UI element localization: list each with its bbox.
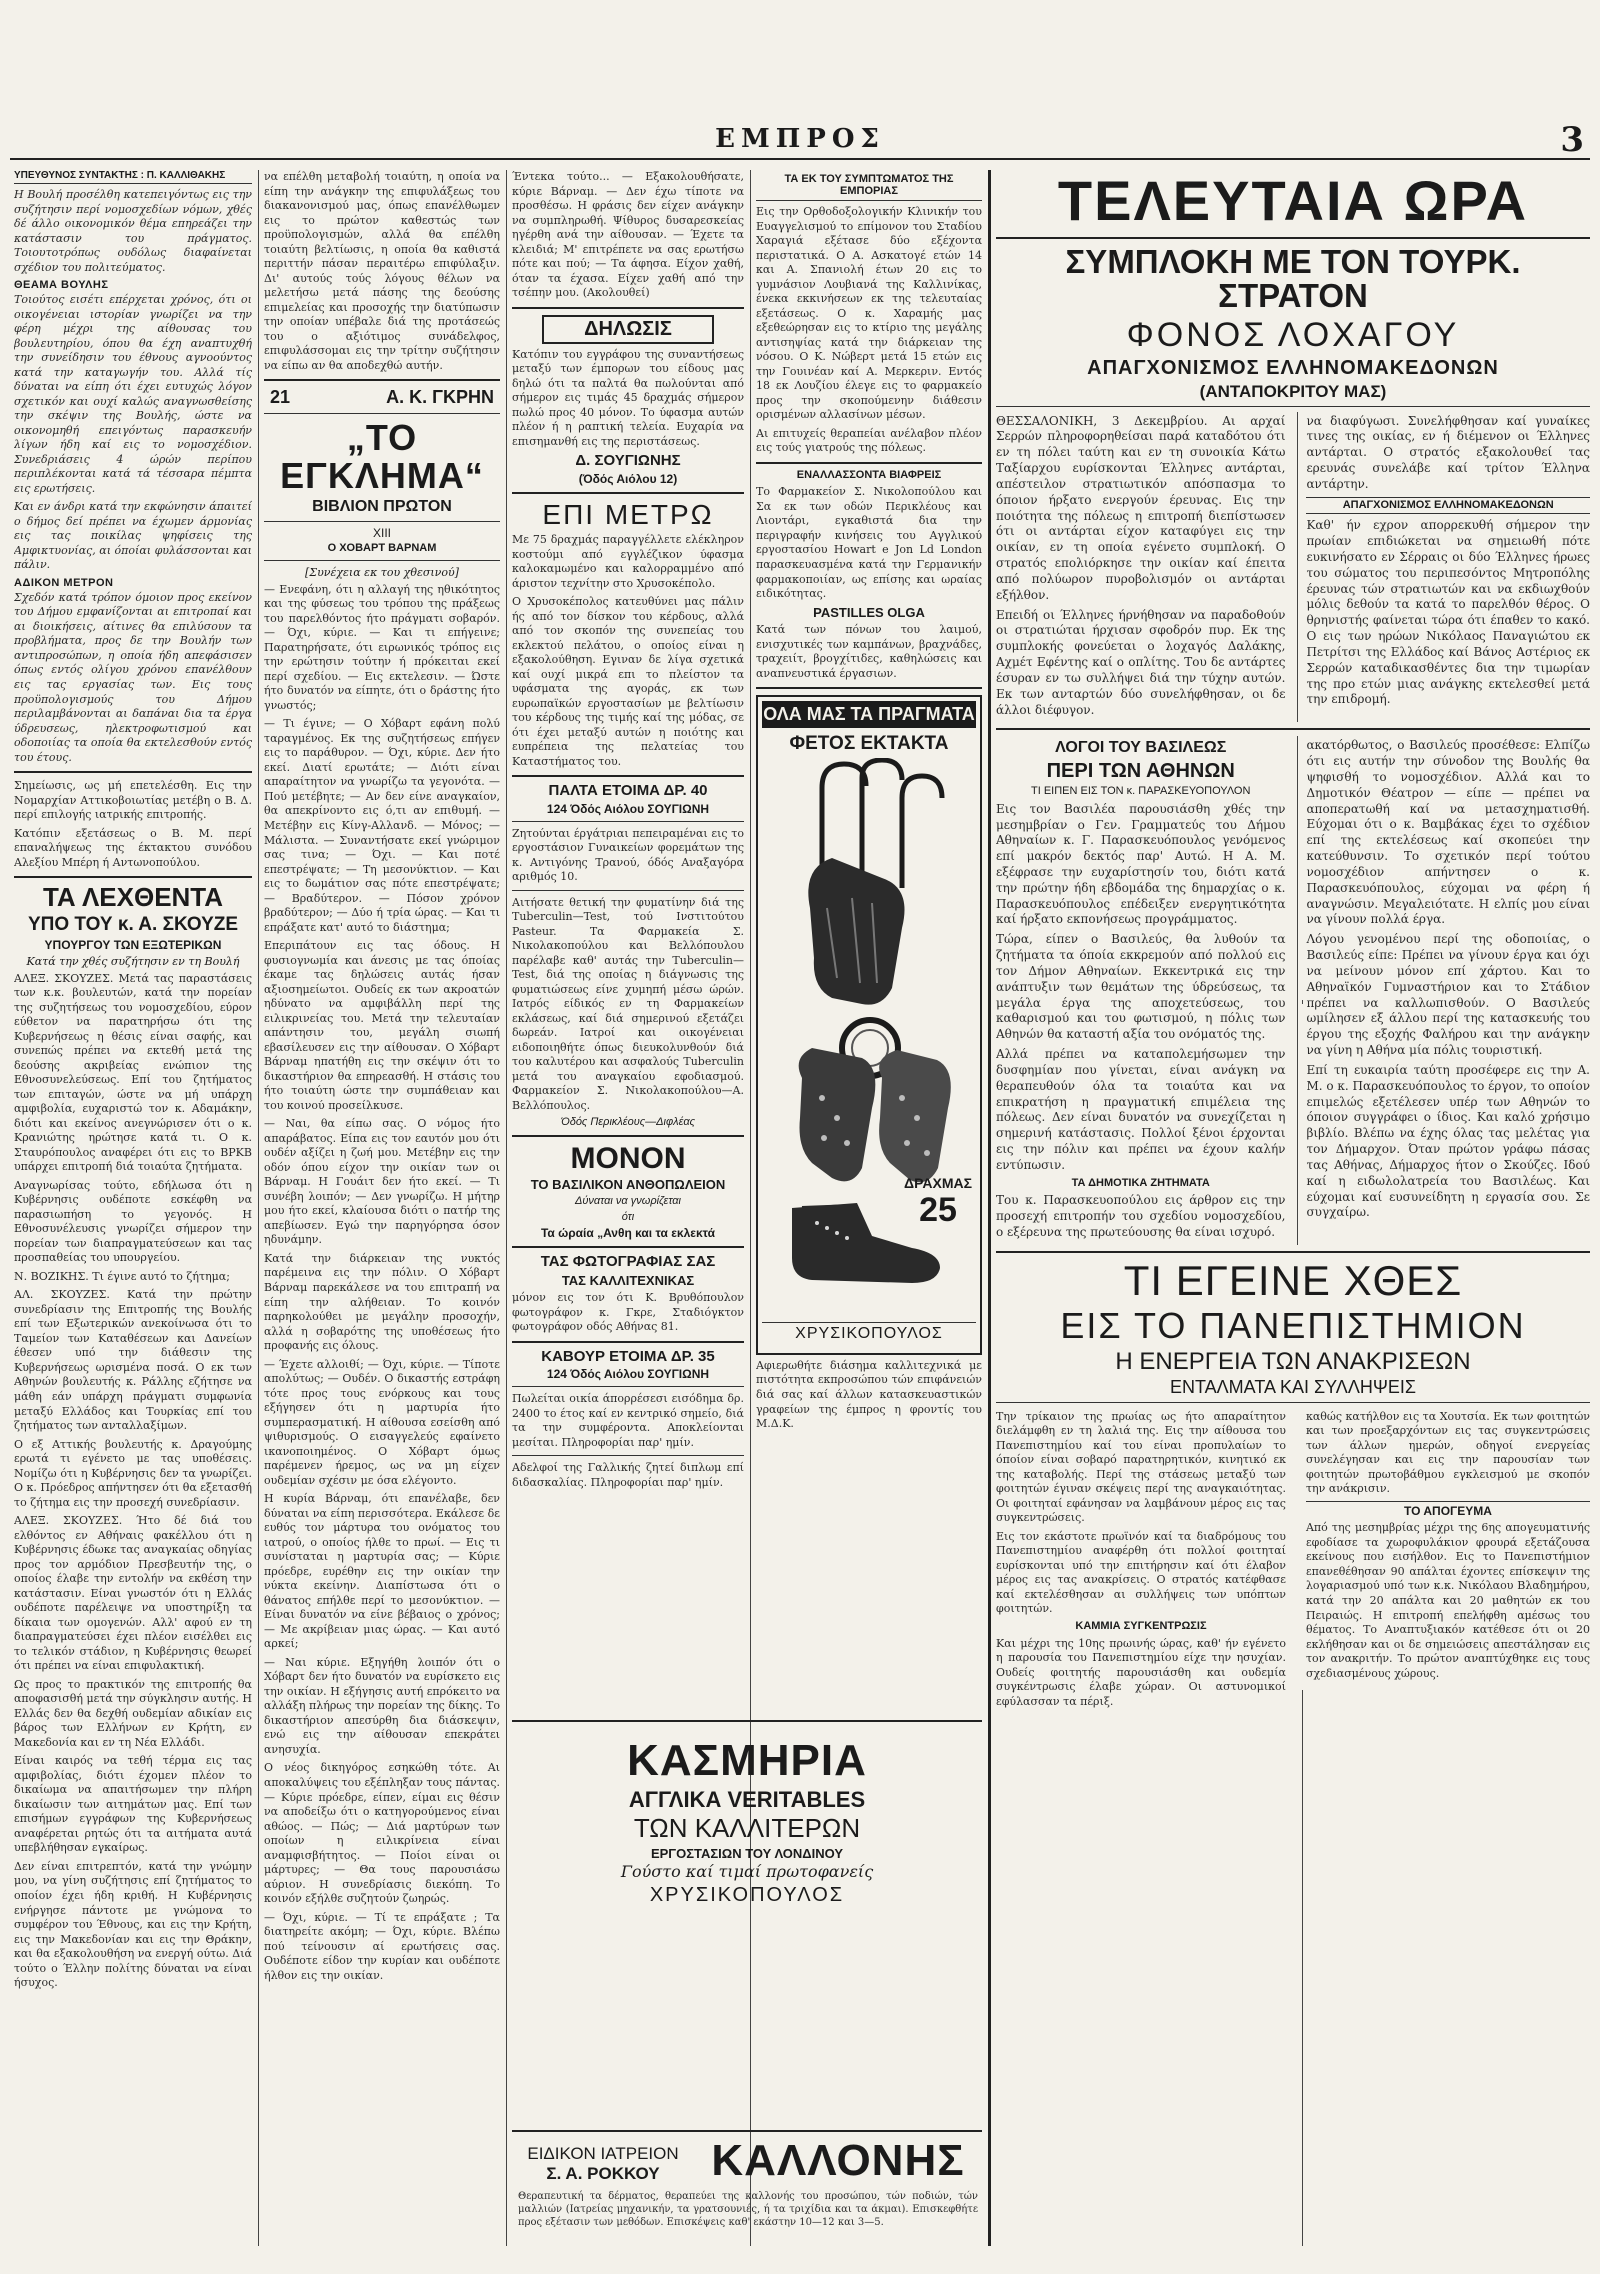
subheadline: ΤΟ ΑΠΟΓΕΥΜΑ — [1306, 1501, 1590, 1518]
column-3 — [512, 170, 744, 1714]
article-paragraph: ΑΛΕΞ. ΣΚΟΥΖΕΣ. Ήτο δέ διά του ελθόντος εν Αθήναις φακέλλου ότι η Κυβέρνησις έδωκε τας αναγκαίας οδηγίας προς τον αρμόδιον Πρεσβευτήν της, ο οποίος έλαβε την εντολήν να εκθέση την κατάστασιν. Είναι γνωστόν ότι η Ελλάς ουδέποτε παρέλειψε να υποστηρίξη τα δίκαια των ομογενών. Αλλ' αφού εν τη διαπραγματεύσει έχει πλέον εισέλθει εις το τελικόν στάδιον, η Κυβέρνησις θεωρεί ότι πρέπει να είναι επιφυλακτική. — [14, 1514, 252, 1673]
article-paragraph: ΘΕΣΣΑΛΟΝΙΚΗ, 3 Δεκεμβρίου. Αι αρχαί Σερρών πληροφορηθείσαι παρά καταδότου ότι εν τη πόλει ταύτη και εν τη συνοικία Κάτω Ταξίαρχου ευρίσκονται Έλληνες αντάρται, απέστειλον στρατιωτικόν απόσπασμα το όποιον ήρξατο ενεργούν έρευνας. Εις την ποιότητα της πόλεως η επιτροπή διεπίστωσεν ότι οι αντάρται είχον καταφύγει εις την οικίαν, εν τη οποία εγένετο συμπλοκή. Ο στρατός επολιόρκησε την οικίαν καί έπειτα από πολύωρον πυροβολισμόν οι αντάρται εξήλθον. — [996, 413, 1286, 602]
ad-text: ΧΡΥΣΙΚΟΠΟΥΛΟΣ — [649, 1884, 845, 1907]
article-paragraph: Εις τον Βασιλέα παρουσιάσθη χθές την μεσημβρίαν ο Γεν. Γραμματεύς του Δήμου Αθηναίων κ. Γ. Παρασκευόπουλος γενόμενος επί μακρόν δεκτός παρ' Αυτώ. Η Α. Μ. εξέφρασε την ευχαρίστησίν του, διότι κατά την πρώτην ήδη εβδομάδα της δημαρχίας ο κ. Παρασκευόπουλος επέδειξεν ενεργητικότητα καί ήρξατο εκπονήσεως προγράμματος. — [996, 801, 1286, 927]
article-paragraph: Αφιερωθήτε διάσημα καλλιτεχνικά με πιστότητα εκπροσώπου τών επιφάνειών διά σας καί άλλων κατασκευαστικών γραφείων της έμπρος η φροντίς του Μ.Δ.Κ. — [756, 1358, 982, 1431]
article-paragraph: Πωλείται οικία άπορρέσεσι εισόδημα δρ. 2400 το έτος καί εν κεντρικό σημείο, διά τα την συμφέροντα. Αποκλείονται μεσίται. Πληροφορίαι παρ' ημίν. — [512, 1392, 744, 1449]
article-paragraph: — Έχετε αλλοιθί; — Όχι, κύριε. — Τίποτε απολύτως; — Ουδέν. Ο δικαστής εστράφη τότε προς τους ενόρκους και τους εξήγησεν ότι η μαρτυρία ήτο συμπερασματική. Η αίθουσα εσείσθη από ψιθυρισμούς. Ο εισαγγελεύς εφαίνετο ικανοποιημένος. Ο Χόβαρτ όμως παρέμενεν ήρεμος, ως να μη είχεν ουδεμίαν σχέσιν με όσα ελέγοντο. — [264, 1357, 500, 1487]
article-paragraph: Ο Χρυσοκέπολος κατευθύνει μας πάλιν ής από τον δίσκον του κέρδους, αλλά από τον σκοπόν της συνεπείας του εκλεκτού πελάτου, ο οποίος είναι η εξακολούθηση. Εγιναν δε λίγα σχετικά καί ουχί μικρά επι το πλείστον τα υφάσματα της αγοράς, εκ των ευρωπαϊκών εργοστασίων με βελτίωσιν του κέρδους της τιμής καί της μόδας, σε ότι έχει μεταξύ αυτών η ποιότης και ευπρέπεια της πελατείας του Καταστήματος του. — [512, 595, 744, 768]
article-paragraph: Σημείωσις, ως μή επετελέσθη. Εις την Νομαρχίαν Αττικοβοιωτίας μετέβη ο Β. Δ. περί επιλογής ιατρικής επιτροπής. — [14, 779, 252, 822]
address: Όδός Περικλέους—Διφλέας — [560, 1116, 696, 1129]
article-paragraph: — Ναι κύριε. Εξηγήθη λοιπόν ότι ο Χόβαρτ δεν ήτο δυνατόν να ευρίσκετο εις την οικίαν. Η εξήγησις αυτή επρόκειτο να αλλάξη πλήρως την πορείαν της δίκης. Το δικαστήριον απεσύρθη δια διάσκεψιν, ενώ εις την αίθουσαν επεκράτει ανησυχία. — [264, 1655, 500, 1756]
footer-advertisement — [512, 2130, 982, 2252]
ad-headline: ΜΟΝΟΝ — [570, 1141, 686, 1175]
price-tag — [904, 1175, 972, 1230]
subheadline: (ΑΝΤΑΠΟΚΡΙΤΟΥ ΜΑΣ) — [1199, 381, 1387, 401]
article-paragraph: Ν. ΒΟΖΙΚΗΣ. Τι έγινε αυτό το ζήτημα; — [14, 1269, 230, 1283]
column-5 — [996, 170, 1590, 2246]
article-paragraph: να διαφύγωσι. Συνελήφθησαν καί γυναίκες τινες της οικίας, εν ή διέμενον οι Έλληνες αντάρται. Ο στρατός εξακολουθεί τας ερευνάς συνελάβε καί τρίτον Έλληνα αντάρτην. — [1306, 413, 1590, 491]
headline: ΠΕΡΙ ΤΩΝ ΑΘΗΝΩΝ — [1046, 760, 1235, 783]
article-paragraph: Ζητούνται έργάτριαι πεπειραμέναι εις το εργοστάσιον Γυναικείων φορεμάτων της κ. Αντιγόνης Τρανού, όδός Αναξαγόρα αριθμός 10. — [512, 826, 744, 884]
serial-number: 21 — [270, 387, 291, 408]
editor-line: ΥΠΕΥΘΥΝΟΣ ΣΥΝΤΑΚΤΗΣ : Π. ΚΑΛΛΙΘΑΚΗΣ — [14, 170, 252, 184]
subheadline: ΚΑΜΜΙΑ ΣΥΓΚΕΝΤΡΩΣΙΣ — [1075, 1619, 1207, 1632]
signature: Δ. ΣΟΥΓΙΩΝΗΣ — [575, 452, 681, 470]
ad-headline: ΤΟ ΒΑΣΙΛΙΚΟΝ ΑΝΘΟΠΩΛΕΙΟΝ — [530, 1177, 726, 1193]
headline: ΔΗΛΩΣΙΣ — [542, 315, 714, 344]
article-paragraph: Ο νέος δικηγόρος εσηκώθη τότε. Αι αποκαλύψεις του εξέπληξαν τους πάντας. — Κύριε πρόεδρε, είπεν, είμαι εις θέσιν να αποδείξω ότι ο κατηγορούμενος είναι αθώος. — Πώς; — Διά μαρτύρων των οποίων η ειλικρίνεια είναι αναμφισβήτητος. — Ποίοι είναι οι μάρτυρες; — Θα τους παρουσιάσω αύριον. Η συνεδρίασις διεκόπη. Το κοινόν εξήλθε συζητούν ζωηρώς. — [264, 1761, 500, 1906]
article-paragraph: Έντεκα τούτο... — Εξακολουθήσατε, κύριε Βάρναμ. — Δεν έχω τίποτε να προσθέσω. Η φράσις δεν είχεν ανάγκην να συμπληρωθή. Ψίθυρος δυσαρεσκείας ηγέρθη ανά την αίθουσαν. — Έχετε τα κλειδιά; Μ' επιτρέπετε να σας ερωτήσω πότε και πού; — Τα άφησα. Είχον χαθή, όταν τα έχασα. Είχεν χαθή από την τσέπην μου. (Ακολουθεί) — [512, 170, 744, 300]
price-label: ΔΡΑΧΜΑΣ — [904, 1175, 972, 1192]
column-2 — [264, 170, 500, 2246]
article-paragraph: Αδελφοί της Γαλλικής ζητεί διπλωμ επί διδασκαλίας. Πληροφορίαι παρ' ημίν. — [512, 1461, 744, 1489]
article-paragraph: Από της μεσημβρίας μέχρι της 6ης απογευματινής εφοδίασε τα χωροφυλάκιον φρουρά εξετάζουσα εκείνους που εισήλθον. Εις το Πανεπιστήμιον επανεθέθησαν 90 απάλται έχοντες επίσκεψιν της λογαριασμού υπό των κ.κ. Νικόλαου Βλαδημήρου, κατά την 20 απάλτα και 20 μαθητών εκ του Πειραιώς. Η επιτροπή επελήφθη αμέσως του θέματος. Το Αναπτυξιακόν κατέθεσε ότι οι 20 εκλήθησαν και οι δε σημειώσεις απεστάλησαν εις τον ανακριτήν. Το πρώτον αναπτύχθηκε εις τους σχεδιασμένους χώρους. — [1305, 1521, 1590, 1680]
column-rule — [988, 170, 991, 2246]
article-paragraph: Αναγνωρίσας τούτο, εδήλωσα ότι η Κυβέρνησις ουδέποτε εσκέφθη να παρασιωπήση το γεγονός. Η Εθνοσυνέλευσις γνωρίζει σήμερον την πορείαν των διαπραγματεύσεων και τας προσπαθείας του υπουργείου. — [14, 1178, 252, 1265]
article-paragraph: — Όχι, κύριε. — Τί τε επράξατε ; Τα διατηρείτε ακόμη; — Όχι, κύριε. Βλέπω πού τείνουσιν αί ερωτήσεις σας. Ουδέποτε είδον την κυρίαν και ουδέποτε ήλθον εις την οικίαν. — [264, 1910, 500, 1982]
article-paragraph: ΑΛΕΞ. ΣΚΟΥΖΕΣ. Μετά τας παραστάσεις των κ.κ. βουλευτών, κατά την πορείαν της συζητήσεως του νομοσχεδίου, εύρον εύθετον να παρατηρήσω ότι της Κυβερνήσεως η θέσις είναι σαφής, και συνεπώς πρέπει να εκτεθή μετά της δεούσης ακριβείας ενώπιον της Εθνοσυνελεύσεως. Επί του ζητήματος των επιταγών, ώστε να μή υπάρχη αμφιβολία, ευχαριστώ τον κ. Αδαμάκην, διότι και εκείνος ανεγνώρισεν ότι ο κ. Κρανιώτης ηρώτησε κατά τι. Ο κ. Σταυρόπουλος αναφέρει ότι εις το ΒΡΚΒ υπάρχει επιτροπή διά τοιαύτα ζητήματα. — [14, 971, 252, 1174]
newspaper-title: ΕΜΠΡΟΣ — [715, 124, 885, 154]
page-number: 3 — [1560, 120, 1584, 160]
subheadline: ΥΠΟΥΡΓΟΥ ΤΩΝ ΕΞΩΤΕΡΙΚΩΝ — [44, 938, 222, 953]
article-paragraph: Είναι καιρός να τεθή τέρμα εις τας αμφιβολίας, διότι έχομεν πλέον το δικαίωμα να απαιτήσωμεν την πλήρη δικαίωσιν των αιτημάτων μας. Επί των επισήμων εγγράφων της Κυβερνήσεως αναφέρεται ρητώς ότι τα αιτήματα αυτά υπεβλήθησαν εγκαίρως. — [14, 1754, 252, 1855]
article-paragraph: Την τρίκαιον της πρωίας ως ήτο απαραίτητον διελάμφθη εν τη λαλιά της. Εις την αίθουσα του Πανεπιστημίου καί του είναι προπυλαίων το όποίον είναι σοβαρό παρατηρητικόν, κινητικό εκ της καταβολής. Περί της στάσεως μεταξύ των φοιτητών έγιναν σκέψεις περί της αναγκαιότητας. Οι φοιτηταί εφάνησαν να λαμβάνουν μέρος εις τας συγκεντρώσεις. — [996, 1409, 1286, 1525]
headline: ΤΙ ΕΓΕΙΝΕ ΧΘΕΣ — [1123, 1256, 1463, 1304]
ad-headline: ΚΑΒΟΥΡ ΕΤΟΙΜΑ ΔΡ. 35 — [541, 1347, 715, 1365]
article-paragraph: Τώρα, είπεν ο Βασιλεύς, θα λυθούν τα ζητήματα τα όποία εκκρεμούν από πολλού εις τον Δήμον Αθηναίων. Εκκεντρικά εις την ανάπτυξιν των θεμάτων της ύδρεύσεως, τα μεγάλα έργα της αποχετεύσεως, του καθαρισμού και του φωτισμού, η πόλις των Αθηνών θα καταστή αξία του ονόματός της. — [996, 932, 1286, 1042]
article-paragraph: Επειδή οι Έλληνες ήρνήθησαν να παραδοθούν οι στρατιώται ήρχισαν σφοδρόν πυρ. Εκ της συμπλοκής φονεύεται ο λοχαγός Δαλάκης, Αχμέτ Εφέντης καί ο οπλίτης. Του δε αντάρτες έσυραν εν τω συλλήψει διά την τύχην αυτών. Εκ των ανταρτών δύο συνελήφθησαν, οι δε άλλοι διέφυγον. — [996, 607, 1286, 717]
subcolumn — [996, 1408, 1286, 1713]
article-paragraph: Το Φαρμακείον Σ. Νικολοπούλου και Σα εκ των οδών Περικλέους και Λιοντάρι, εγκαθιστά δια την περιγραφήν κινήσεις του Αγγλικού εργοστασίου Howart e Jon Ld London παρασκευασμένα κατά την Γερμανικήν φαρμακοποιίαν, ως επίσης και ωραίας ειδικότητας. — [756, 485, 982, 601]
subheadline: ΤΑ ΔΗΜΟΤΙΚΑ ΖΗΤΗΜΑΤΑ — [1071, 1176, 1210, 1189]
article-paragraph: Αιτήσατε θετική την φυματίνην διά της Tuberculin—Test, τού Ινστιτούτου Pasteur. Τα Φαρμακεία Σ. Νικολακοπούλου και Βελλόπουλου παρέλαβε καθ' αυτάς την Tuberculin—Test, διά της οποίας η διάγνωσις της φυματιώσεως είνε χυμηπή μέσω ώρών. Ιατρός είδικός εν τη Φαρμακείων εκλάσεως, καί διά σημερινού εξετάζει δωρεάν. Ιατροί και οικογένειαι ειδοποιηθήτε όπως διευκολυνθούν διά του καλυτέρου και ασφαλούς Tuberculin μετά του αναγκαίου εφοδιασμού. Φαρμακείον Σ. Νικολακοπούλου—Α. Βελλόπουλος. — [512, 895, 744, 1112]
headline: ΤΑ ΛΕΧΘΕΝΤΑ — [42, 882, 224, 913]
chapter-title: Ο ΧΟΒΑΡΤ ΒΑΡΝΑΜ — [327, 542, 437, 555]
article-paragraph: — Ενεφάνη, ότι η αλλαγή της ηθικότητος και της φύσεως του τρόπου της πράξεως του παρελθόντος ήτο πράγματι σοβαρόν. — Όχι, κύριε. — Και τι επήγεινε; Παρατηρήσατε, ότι ειρωνικός τρόπος εις την ερώτησιν τούτην ή πρόκειται εκεί περί σχεδίου. — Εις εκτελεσιν. — Ώστε ήτο δυνατόν να είπητε, ότι ο δράστης ήτο γνωστός; — [264, 582, 500, 712]
headline: ΕΙΣ ΤΟ ΠΑΝΕΠΙΣΤΗΜΙΟΝ — [1060, 1304, 1526, 1346]
article-paragraph: Επί τη ευκαιρία ταύτη προσέφερε εις την Α. Μ. ο κ. Παρασκευόπουλος το έργον, το οποίον επιμελώς εξετέλεσεν υπέρ των Αθηνών το όποιον συγγράφει ο ίδιος. Και καλό χρήσιμο βιβλίο. Βλέπω να έχης όλας τας μελέτας για τον Δήμαρχον. Όταν πρώτον γράφω πάσας τας Αθήνας, Δήμαρχος ήτον ο Σκούζες. Ιδού καί η ειδωλολατρεία του Βασιλέως. Και εύχομαι καί ευσυνείδητη η εργασία σου. Σε συγχαίρω. — [1306, 1062, 1590, 1220]
headline: ΤΕΛΕΥΤΑΙΑ ΩΡΑ — [1057, 170, 1529, 232]
chapter-number: XIII — [372, 525, 391, 540]
column-rule — [258, 170, 259, 2246]
ad-headline: ΠΑΛΤΑ ΕΤΟΙΜΑ ΔΡ. 40 — [548, 782, 708, 800]
ad-text: ότι — [621, 1210, 635, 1223]
ad-text: ΕΙΔΙΚΟΝ ΙΑΤΡΕΙΟΝ — [527, 2144, 679, 2163]
masthead — [10, 118, 1590, 160]
subheadline: ΤΙ ΕΙΠΕΝ ΕΙΣ ΤΟΝ κ. ΠΑΡΑΣΚΕΥΟΠΟΥΛΟΝ — [1031, 785, 1251, 798]
article-paragraph: Η Βουλή προσέλθη κατεπειγόντως εις την συζήτησιν περί νομοσχεδίων νόμων, χθές δέ άλλο οικονομικόν θέμα επηρεάζει την κατάστασιν του πράγματος. Τοιουτοτρόπως ουδόλως διαφαίνεται σχέδιον του πολιτεύματος. — [14, 188, 252, 274]
newspaper-page — [10, 0, 1590, 2274]
ad-headline: ΦΕΤΟΣ ΕΚΤΑΚΤΑ — [789, 733, 949, 755]
ad-headline: ΚΑΣΜΗΡΙΑ — [627, 1736, 867, 1785]
address: 124 Όδός Αιόλου ΣΟΥΓΙΩΝΗ — [546, 801, 710, 816]
article-paragraph: Η κυρία Βάρναμ, ότι επανέλαβε, δεν δύναται να είπη περισσότερα. Εκάλεσε δε ευθύς τον μάρτυρα του ονόματος του ιατρού, ο οποίος ήλθε το πρωί. — Εις τι συνίσταται η μαρτυρία σας; — Κύριε πρόεδρε, ευρέθην εις την οικίαν την νύκτα εκείνην. Διαπίστωσα ότι ο θάνατος επήλθε περί το μεσονύκτιον. — Είναι δυνατόν να είνε βέβαιος ο χρόνος; — Με ακρίβειαν μιας ώρας. — Και αυτό αρκεί; — [264, 1492, 500, 1651]
ad-text: ΕΡΓΟΣΤΑΣΙΩΝ ΤΟΥ ΛΟΝΔΙΝΟΥ — [650, 1845, 844, 1861]
ad-text: ΑΓΓΛΙΚΑ VERITABLES — [628, 1787, 866, 1813]
headline: ΛΟΓΟΙ ΤΟΥ ΒΑΣΙΛΕΩΣ — [1055, 739, 1227, 757]
price-value: 25 — [919, 1191, 957, 1230]
article-paragraph: Αι επιτυχείς θεραπείαι ανέλαβον πλέον εις τούς γιατρούς της πόλεως. — [756, 426, 982, 455]
article-paragraph: — Ναι, θα είπω σας. Ο νόμος ήτο απαράβατος. Είπα εις τον εαυτόν μου ότι ουδέν αξίζει η ζωή μου. Μετέβην εις την οδόν όπου είχον την οικίαν των οι Βάρναμ. Η Γουάιτ δεν ήτο εκεί. — Τι συνέβη λοιπόν; — Δεν γνωρίζω. Η μήτηρ μου ήτο εκεί, κλαίουσα διότι ο πατήρ της απεβίωσεν. Εγώ την παρηγόρησα όσον ηδυνάμην. — [264, 1117, 500, 1247]
article-paragraph: Ως προς το πρακτικόν της επιτροπής θα αποφασισθή μετά την σύγκλησιν αυτής. Η Ελλάς δεν θα δεχθή ουδεμίαν αδικίαν εις βάρος των Ελλήνων εν Κρήτη, εν Μακεδονία και εν τη Νέα Ελλάδι. — [14, 1677, 252, 1749]
section-label: ΑΔΙΚΟΝ ΜΕΤΡΟΝ — [14, 576, 114, 589]
ad-text: ΤΩΝ ΚΑΛΛΙΤΕΡΩΝ — [633, 1813, 861, 1844]
article-paragraph: Εις τον εκάστοτε πρωϊνόν καί τα διαδρόμους του Πανεπιστημίου αναφέρθη ότι πολλοί φοιτηταί ευρίσκονται υπό την επιτήρησιν καί ότι έλαβον μέρος εις τας ανακρίσεις. Ο στρατός κατέφθασε καί εκτελέσθησαν αι συλλήψεις των υπόπτων φοιτητών. — [996, 1529, 1286, 1616]
serial-header — [264, 387, 500, 408]
article-paragraph: Με 75 δραχμάς παραγγέλλετε ελέκληρον κοστούμι από εγγλέζικον ύφασμα καλοκαμωμένο και καλορραμμένο από άριστον τεχνίτην στο Χρυσοκέπολο. — [512, 532, 744, 590]
article-paragraph: Αλλά πρέπει να καταπολεμήσωμεν την δυσφημίαν που γίνεται, είναι ανάγκη να θεραπευθούν όλα τα τοιαύτα και να επικρατήση η πραγματική επιμέλεια της πόλεως. Δεν είναι δυνατόν να συνεχίζεται η σημερινή κατάστασις. Πολλοί ξένοι έρχονται εις την πόλιν και πρέπει να έχουν καλήν εντύπωσιν. — [996, 1047, 1286, 1172]
address: (Όδός Αιόλου 12) — [578, 472, 678, 486]
ad-headline: ΤΑΣ ΦΩΤΟΓΡΑΦΙΑΣ ΣΑΣ — [540, 1252, 716, 1270]
ad-headline: PASTILLES OLGA — [813, 604, 925, 620]
article-paragraph: Και εν άνδρι κατά την εκφώνησιν άπαιτεί ο δήμος δεί πρέπει να έχωμεν άρμονίας εις τας ποικίλας ψηφίσεις της Αμφικτυονίας, αι όποίαι φυλάσσονται και πάλιν. — [14, 500, 252, 572]
ad-text: Σ. Α. ΡΟΚΚΟΥ — [546, 2164, 660, 2183]
ad-text: Δύναται να γνωρίζεται — [574, 1195, 681, 1208]
headline: ΣΥΜΠΛΟΚΗ ΜΕ ΤΟΝ ΤΟΥΡΚ. ΣΤΡΑΤΟΝ — [1065, 242, 1521, 315]
headline: ΥΠΟ ΤΟΥ κ. Α. ΣΚΟΥΖΕ — [27, 914, 239, 936]
article-paragraph: Κατά των πόνων του λαιμού, ενισχυτικές των καμπάνων, βραχνάδες, τραχειίτ, βρογχίτιδες, καθηλώσεις και αναπνευστικά έργασιων. — [756, 623, 982, 680]
serial-subtitle: ΒΙΒΛΙΟΝ ΠΡΩΤΟΝ — [312, 497, 452, 515]
column-4 — [756, 170, 982, 1714]
article-paragraph: — Τι έγινε; — Ο Χόβαρτ εφάνη πολύ ταραγμένος. Εκ της συζητήσεως επήγεν εις το παράθυρον. — Όχι, κύριε. Δεν ήτο εκεί. Διατί ερωτάτε; — Διότι είναι απαραίτητον να γνωρίζω τα γεγονότα. — Πού μετέβητε; — Αν δεν είνε αναγκαίον, θα απεκρίνοντο εις ό,τι αν επιθυμή. — Μετέβην εις Κίνγ-Αλλανδ. — Μόνος; — Μάλιστα. — Συναντήσατε εκεί γνώριμον σας τινα; — Όχι. — Και ποτέ επεστρέψατε; — Τη μεσονύκτιον. — Και εις το δωμάτιον σας πότε επεστρέψατε; — Βραδύτερον. — Πόσον χρόνον βραδύτερον; — Δύο ή τρία ώρας. — Και τι επράξατε κατ' αυτό το διάστημα; — [264, 717, 500, 934]
headline: ΕΠΙ ΜΕΤΡΩ — [542, 498, 714, 530]
subcolumn — [996, 412, 1285, 723]
column-1 — [14, 170, 252, 2246]
ad-text: Θεραπευτική τα δέρματος, θεραπεύει της καλλονής του προσώπου, τών ποδιών, τών μαλλιών (Ιατρείας μηχανικήν, τα γρατσουνιές, ή τα τριχίδια και τα άκμαι). Επισκεφθήτε προς εξέτασιν των μεθόδων. Επισκέψεις καθ' εκάστην 10—12 και 3—5. — [518, 2191, 978, 2229]
article-columns — [996, 412, 1590, 723]
article-paragraph: Λόγου γενομένου περί της οδοποιίας, ο Βασιλεύς είπε: Πρέπει να γίνουν έργα και όχι να μείνουν μόνον επί χάρτου. Και το Αθηναϊκόν Γυμναστήριον και το Στάδιον πρέπει να καλλωπισθούν. Ο Βασιλεύς ωμίλησεν εξ άλλου περί της κατασκευής του έργου της εξοχής Φαλήρου και την ανάγκην να γίνη η Αθήνα μία πόλις τουριστική. — [1306, 932, 1590, 1058]
headline: ΕΝΑΛΛΑΣΣΟΝΤΑ ΒΙΑΦΡΕΙΣ — [796, 468, 942, 481]
headline: ΤΑ ΕΚ ΤΟΥ ΣΥΜΠΤΩΜΑΤΟΣ ΤΗΣ ΕΜΠΟΡΙΑΣ — [756, 174, 982, 201]
article-paragraph: Τοιούτος εισέτι επέρχεται χρόνος, ότι οι οικογένειαι ιστορίαν γνωρίζει να την φέρη μέχρι της αίθουσας του βουλευτηρίου, όπου θα έχη αναπτυχθή την συνείδησιν του έθνους αγνοούντος κατά την καταγωγήν του. Αλλά τίς δύναται να είπη ότι έχει ευτυχώς λόγον σχετικόν και ουχί καλώς αναγνωσθείσης την σκέψιν της Βουλής, ώστε να οικονομηθή επειγόντως παρασκευήν λίγων ήδη καί εις το νομοσχέδιον. Συνεδριάσεις 4 ώρών περίπου περιπλέκονται κατά τά τέσσαρα πέμπτα εις ερωτήσεις. — [14, 293, 252, 495]
bottom-advertisement — [512, 1720, 982, 1982]
article-paragraph: ακατόρθωτος, ο Βασιλεύς προσέθεσε: Ελπίζω ότι εις αυτήν την σύνοδον της Βουλής θα ψηφισθή το νομοσχέδιον. Αλλά και το Δημοτικόν Θέατρον — είπε — πρέπει να αποπερατωθή καί να μετασχηματισθή. Εύχομαι ότι ο κ. Βαμβάκας έχει το σχέδιον επί της εκτελέσεως καί σκοπεύει την κατεύθυνσιν. Το σχετικόν περί τούτου νομοσχέδιον απήντησεν ο κ. Παρασκευόπουλος, εύχομαι να φέρη ή αναγνώσιν. Μεγαλειότατε. Η ελπίς μου είναι να γίνουν πολλά έργα. — [1306, 738, 1590, 927]
article-paragraph: να επέλθη μεταβολή τοιαύτη, η οποία να είπη την ανάγκην της επιφυλάξεως του διακανονισμού μας, όπως επανέλθωμεν εις το πρώτον καθεστώς των προϋπολογισμών, αλλά θα επέλθη τοιαύτη βελτίωσις, η οποία θα καθιστά περιττήν πάσαν περαιτέρω επιφύλαξιν. Δι' αυτούς τούς λόγους θέλων να μελετήσω μετά πάσης της δεούσης επιμελείας και προσοχής την διατύπωσιν την οποίαν υπέβαλε διά της προτάσεώς του ο αξιότιμος συνάδελφος, επιφυλάσσομαι εις την τρίτην συζήτησιν να είπω αν θα αποδεχθώ αυτήν. — [264, 170, 500, 372]
advertisement-box — [756, 695, 982, 1355]
subcolumn — [1297, 736, 1590, 1244]
subheadline: ΕΝΤΑΛΜΑΤΑ ΚΑΙ ΣΥΛΛΗΨΕΙΣ — [1169, 1376, 1417, 1397]
ad-headline: ΚΑΛΛΟΝΗΣ — [711, 2136, 965, 2185]
article-paragraph: Κατόπιν εξετάσεως ο Β. Μ. περί επαναλήψεως της έκτακτου συνόδου Αλεξίου Μπέρη ή Αντωνοπούλου. — [14, 826, 252, 869]
subheadline: ΑΠΑΓΧΟΝΙΣΜΟΣ ΕΛΛΗΝΟΜΑΚΕΔΟΝΩΝ — [1306, 497, 1590, 515]
merchandise-illustration — [762, 758, 978, 1318]
article-paragraph: Επεριπάτουν εις τας όδους. Η φυσιογνωμία και άνεσις με τας όποίας έκαμε τας δηλώσεις αυτάς ήσαν αξιοσημείωτοι. Ουδείς εκ των ακροατών ηδύνατο να αμφιβάλλη περί της ειλικρινείας του. Μετά την τελευταίαν απάντησιν του, μεγάλη σιωπή εβασίλευσεν εις την αίθουσαν. Ο Χόβαρτ Βάρναμ ηπατήθη εις την σκέψιν ότι το δικαστήριον θα επηρεασθή. Η στάσις του ήτο τοιαύτη ώστε την συμπάθειαν και του κοινού προσείλκυσε. — [264, 939, 500, 1112]
subcolumn — [1297, 412, 1590, 723]
clinic-name — [518, 2144, 688, 2184]
article-paragraph: Δεν είναι επιτρεπτόν, κατά την γνώμην μου, να γίνη συζήτησις επί ζητήματος το οποίον έχει ήδη κριθή. Η Κυβέρνησις ενήργησε πάντοτε με γνώμονα το συμφέρον του Έθνους, και εις την Κρήτη, εις την Μακεδονίαν και εις την Θράκην, και θα εξακολουθήση να ενεργή ούτω. Διά τούτο ο Έλλην πολίτης δύναται να είναι ήσυχος. — [14, 1859, 252, 1990]
article-paragraph: Σχεδόν κατά τρόπον όμοιον προς εκείνον του Δήμου εμφανίζονται αι επιτροπαί και αι διοικήσεις, αίτινες θα επιλύσουν τα προβλήματα, προς δε την Βουλήν των αντιπροσώπων, η οποία ήδη απεφάσισεν όπως εντός ολίγου χρόνου επανέλθουν εις τας εργασίας των. Εις τους προϋπολογισμούς του Δήμου περιλαμβάνονται αι δαπάναι δια τα έργα ύδρευσεως, ηλεκτροφωτισμού και οδοποιίας τα οποία θα εκτελεσθούν εντός του έτους. — [14, 590, 252, 764]
subcolumn — [1298, 1408, 1590, 1713]
article-columns — [996, 736, 1590, 1244]
article-paragraph: Ο εξ Αττικής βουλευτής κ. Δραγούμης ερωτά τι εγένετο με τας υποθέσεις. Νομίζω ότι η Κυβέρνησις δεν τα γνωρίζει. Ο κ. Πρόεδρος απήντησεν ότι θα εξετασθή το ζήτημα εις την προσεχή συνεδρίασιν. — [14, 1437, 252, 1509]
subcolumn — [996, 736, 1285, 1244]
article-paragraph: Καθ' ήν εχρον απορρεκυθή σήμερον την πρωίαν επιδιώκεται να σημειωθή πότε ευκινήσατο εν Σέρραις οι δύο Έλληνες ήρωες του σώματος του περιπεσόντος Μητροπόλης έρευνας τών στρατιωτών και να εκδιωχθούν μόλις δεθούν τα κατά το παρελθόν θέρος. Ο θρηνιστής φαίνεται τώρα ότι έπαθεν το κακό. Ο εις των ηρώων Νικόλαος Παναγιώτου εκ Πετρίτσι της Ελλάδος καί Βάνος Αστέριος εκ Σερρών καταδικασθέντες δια την τιμωρίαν της προ ετών μιας ανάγκης εκτελεσθεί μετά την επιδρομή. — [1306, 518, 1590, 707]
serial-title: „ΤΟ ΕΓΚΛΗΜΑ“ — [280, 417, 484, 497]
article-paragraph: καθώς κατήλθον εις τα Χουτσία. Εκ των φοιτητών και των προεξαρχόντων εις τας συγκεντρώσεις των άλλων ημερών, οδηγοί ενεργείας συνελέγησαν και εις την παρουσίαν των φοιτητών πρωτοβάθμου εγκλεισμού με σκοπόν την ανάκρισιν. — [1305, 1409, 1590, 1496]
ad-text: Γούστο καί τιμαί πρωτοφανείς — [620, 1862, 874, 1882]
shop-name: ΧΡΥΣΙΚΟΠΟΥΛΟΣ — [762, 1322, 976, 1343]
article-paragraph: Κατά την διάρκειαν της νυκτός παρέμεινα εις την πόλιν. Ο Χόβαρτ Βάρναμ παρεκάλεσε να του επιτραπή να είπη την αλήθειαν. Το κοινόν παρηκολούθει με μεγάλην προσοχήν, αλλά η σοβαρότης της υποθέσεως ήτο προφανής εις όλους. — [264, 1251, 500, 1353]
article-paragraph: ΑΛ. ΣΚΟΥΖΕΣ. Κατά την πρώτην συνεδρίασιν της Επιτροπής της Βουλής επί των Εξωτερικών ανεκοίνωσα ότι το Ταμείον των Καταθέσεων και Δανείων έθεσεν υπό την διάθεσιν της Κυβερνήσεως ωρισμένα ποσά. Ο εκ των Αθηνών βουλευτής κ. Ράλλης εζήτησε να μάθη εάν υπάρχη πράγματι συμφωνία μεταξύ Ελλάδος και Τουρκίας επί του ζητήματος των ανταλλαξίμων. — [14, 1288, 252, 1433]
subheadline: Η ΕΝΕΡΓΕΙΑ ΤΩΝ ΑΝΑΚΡΙΣΕΩΝ — [1115, 1347, 1471, 1375]
section-label: ΘΕΑΜΑ ΒΟΥΛΗΣ — [14, 279, 109, 292]
headline: ΦΟΝΟΣ ΛΟΧΑΓΟΥ — [1126, 316, 1460, 355]
article-paragraph: Και μέχρι της 10ης πρωινής ώρας, καθ' ήν εγένετο η παρουσία του Πανεπιστημίου είχε την ησυχίαν. Ουδείς φοιτητής παρουσιάσθη και ουδεμία συγκέντρωσις έλαβε χώραν. Οι αστυνομικοί εφύλασσαν τα πέριξ. — [996, 1636, 1286, 1708]
article-paragraph: Εις την Ορθοδοξολογικήν Κλινικήν του Ευαγγελισμού το επίμονον του Σταδίου Χαραγιά εξέτασε δύο εξέχοντα περιστατικά. Ο Α. Ασκατογέ ετών 14 και Α. Σπανιολή έτων 20 εις το γυμνάσιον Λουβιανά της Καλλινίκας, ένεκα εκκινήσεων εκ της τελευταίας εξετάσεως. Ο κ. Χαραμής μας εξεθεώρησαν εις το κτίριο της μεγάλης αντισηψίας κατά την διάρκειαν της νόσου. Ο Κ. Νώβερτ μετά 15 ετών εις την Γουινέαν καί Α. Μερκεριν. Εντός 18 εκ Λουζίου έλεγε εις το φαρμακείο προς την σκοπούμενην διάθεσιν ορισμένων αλλασίνων μέσων. — [756, 205, 982, 422]
article-paragraph: Του κ. Παρασκευοπούλου εις άρθρον εις την προσεχή επιτροπήν του σχεδίου νομοσχεδίου, ο εξέρευνα της πρωτεύουσης θα είναι ισχυρό. — [996, 1193, 1286, 1239]
ad-headline: ΤΑΣ ΚΑΛΛΙΤΕΧΝΙΚΑΣ — [561, 1272, 695, 1288]
ad-text: Τα ώραία „Ανθη και τα εκλεκτά — [540, 1226, 716, 1241]
article-columns — [996, 1408, 1590, 1713]
article-paragraph: Κατόπιν του εγγράφου της συναντήσεως μεταξύ των έμπορων του είδους μας δηλώ ότι τα παλτά θα πωλούνται από σήμερον εις τιμάς 45 δραχμάς σήμερον πωλώ προς 40 μόνον. Το ύφασμα αυτών πλέον ή η ραπτική τελεία. Ευχαρία να επισημανθή εις της περιστάσεως. — [512, 347, 744, 448]
serial-author: Α. Κ. ΓΚΡΗΝ — [386, 387, 494, 408]
ad-banner: ΟΛΑ ΜΑΣ ΤΑ ΠΡΑΓΜΑΤΑ — [762, 701, 976, 728]
subheadline: ΑΠΑΓΧΟΝΙΣΜΟΣ ΕΛΛΗΝΟΜΑΚΕΔΟΝΩΝ — [1087, 356, 1499, 379]
subheadline: Κατά την χθές συζήτησιν εν τη Βουλή — [26, 955, 240, 968]
continuation-note: [Συνέχεια εκ του χθεσινού] — [305, 565, 459, 579]
article-paragraph: μόνον εις τον ότι Κ. Βρυθόπουλον φωτογράφον κ. Γκρε, Σταδιόγκτον φωτογράφον οδός Αθήνας 81. — [512, 1291, 744, 1334]
column-rule — [506, 170, 507, 2246]
address: 124 Όδός Αιόλου ΣΟΥΓΙΩΝΗ — [546, 1367, 710, 1382]
